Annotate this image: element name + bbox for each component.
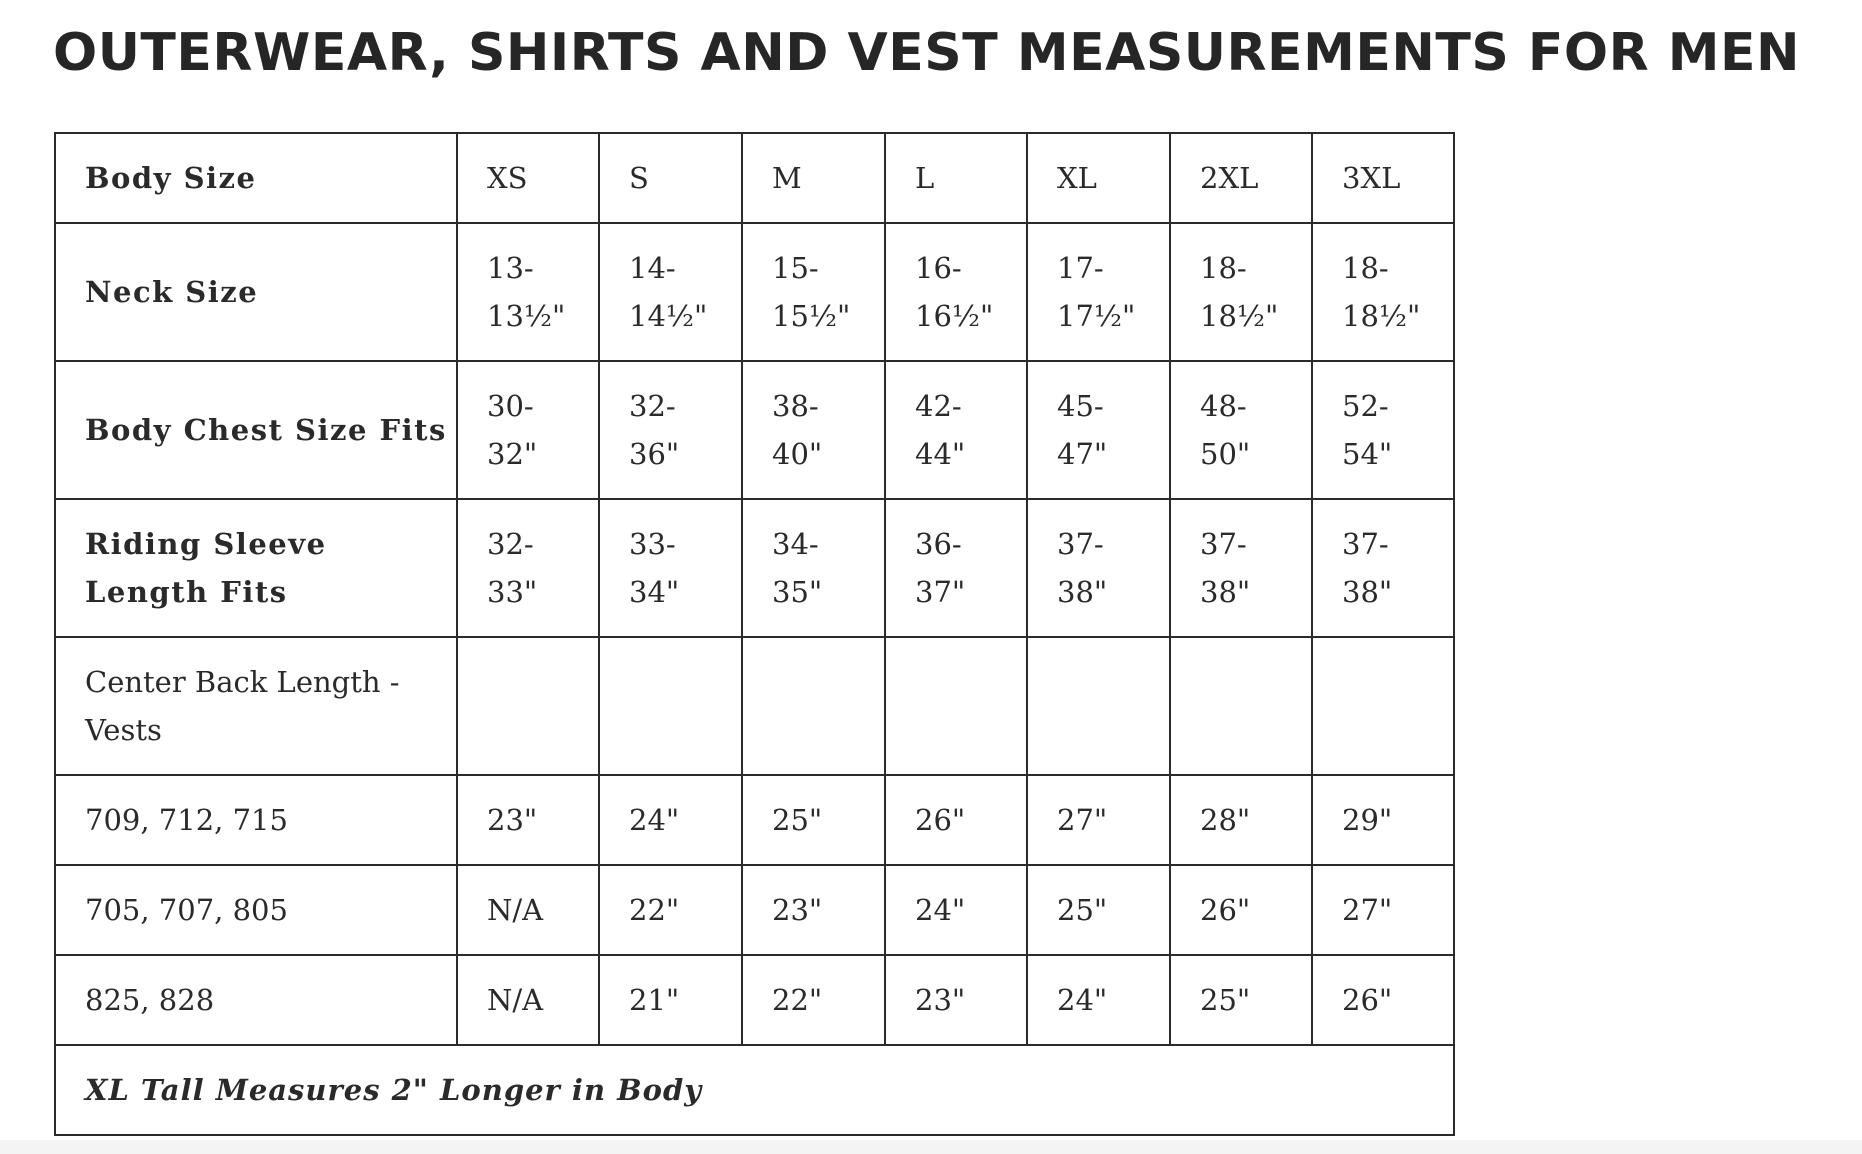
size-header-2xl: 2XL <box>1170 133 1312 223</box>
measurement-value: 37- <box>1342 527 1389 561</box>
measurement-cell <box>457 637 599 775</box>
header-row <box>55 133 1454 223</box>
size-header-s: S <box>599 133 742 223</box>
measurement-value: 18½" <box>1342 299 1421 333</box>
row-label: Riding Sleeve Length Fits <box>55 499 457 637</box>
measurement-value: 32- <box>487 527 534 561</box>
measurement-cell <box>1027 865 1170 955</box>
measurement-value: 16- <box>915 251 962 285</box>
measurement-value: 15½" <box>772 299 851 333</box>
measurement-value: 37- <box>1200 527 1247 561</box>
measurement-value: 28" <box>1200 803 1251 837</box>
measurement-cell <box>599 865 742 955</box>
header-label: Body Size <box>55 133 457 223</box>
row-label: 709, 712, 715 <box>55 775 457 865</box>
measurement-cell <box>885 775 1027 865</box>
measurement-value: 32- <box>629 389 676 423</box>
bottom-edge <box>0 1140 1862 1154</box>
measurement-cell <box>742 865 885 955</box>
measurement-cell <box>457 361 599 499</box>
measurement-value: 33- <box>629 527 676 561</box>
measurement-cell <box>457 499 599 637</box>
measurement-value: 35" <box>772 575 823 609</box>
measurement-value: 14- <box>629 251 676 285</box>
row-label: Body Chest Size Fits <box>55 361 457 499</box>
measurement-cell <box>457 775 599 865</box>
measurement-value: 23" <box>487 803 538 837</box>
measurement-value: N/A <box>487 983 544 1017</box>
measurement-value: 17- <box>1057 251 1104 285</box>
measurement-cell <box>599 361 742 499</box>
measurement-value: 54" <box>1342 437 1393 471</box>
measurement-value: 23" <box>915 983 966 1017</box>
measurement-cell <box>1312 865 1454 955</box>
measurement-cell <box>742 955 885 1045</box>
row-label: Neck Size <box>55 223 457 361</box>
measurement-cell <box>1170 865 1312 955</box>
measurement-value: 23" <box>772 893 823 927</box>
row-label: Center Back Length - Vests <box>55 637 457 775</box>
measurement-value: 24" <box>629 803 680 837</box>
measurement-value: 26" <box>1342 983 1393 1017</box>
measurement-value: 14½" <box>629 299 708 333</box>
row-label: 705, 707, 805 <box>55 865 457 955</box>
measurement-value: 25" <box>772 803 823 837</box>
measurement-value: 30- <box>487 389 534 423</box>
measurement-value: 27" <box>1342 893 1393 927</box>
measurement-value: 34- <box>772 527 819 561</box>
measurement-cell <box>1027 499 1170 637</box>
size-header-xl: XL <box>1027 133 1170 223</box>
measurement-cell <box>599 637 742 775</box>
measurement-value: 38" <box>1342 575 1393 609</box>
measurement-cell <box>1170 361 1312 499</box>
measurement-cell <box>1312 499 1454 637</box>
measurement-value: 47" <box>1057 437 1108 471</box>
measurement-cell <box>1170 775 1312 865</box>
note-row <box>55 1045 1454 1135</box>
measurement-cell <box>742 223 885 361</box>
measurement-value: 37- <box>1057 527 1104 561</box>
measurement-value: 52- <box>1342 389 1389 423</box>
measurement-value: 40" <box>772 437 823 471</box>
size-chart-table <box>54 132 1455 1136</box>
measurement-cell <box>885 955 1027 1045</box>
measurement-cell <box>1027 775 1170 865</box>
measurement-cell <box>742 499 885 637</box>
measurement-value: 38" <box>1200 575 1251 609</box>
measurement-cell <box>1027 637 1170 775</box>
measurement-value: 26" <box>915 803 966 837</box>
table-note: XL Tall Measures 2" Longer in Body <box>55 1045 1454 1135</box>
measurement-value: 36- <box>915 527 962 561</box>
table-row <box>55 637 1454 775</box>
measurement-value: 16½" <box>915 299 994 333</box>
table-row <box>55 361 1454 499</box>
measurement-cell <box>1027 361 1170 499</box>
measurement-value: 21" <box>629 983 680 1017</box>
measurement-value: 15- <box>772 251 819 285</box>
measurement-cell <box>1170 223 1312 361</box>
measurement-cell <box>1027 223 1170 361</box>
measurement-cell <box>742 775 885 865</box>
table-row <box>55 955 1454 1045</box>
measurement-value: 27" <box>1057 803 1108 837</box>
measurement-cell <box>457 865 599 955</box>
measurement-value: N/A <box>487 893 544 927</box>
measurement-cell <box>885 865 1027 955</box>
measurement-cell <box>1170 637 1312 775</box>
measurement-cell <box>1170 955 1312 1045</box>
measurement-value: 24" <box>1057 983 1108 1017</box>
measurement-value: 50" <box>1200 437 1251 471</box>
measurement-value: 18½" <box>1200 299 1279 333</box>
measurement-value: 22" <box>629 893 680 927</box>
size-header-3xl: 3XL <box>1312 133 1454 223</box>
measurement-value: 18- <box>1200 251 1247 285</box>
measurement-cell <box>599 499 742 637</box>
measurement-cell <box>885 361 1027 499</box>
measurement-value: 13- <box>487 251 534 285</box>
table-row <box>55 775 1454 865</box>
measurement-cell <box>1312 361 1454 499</box>
size-header-m: M <box>742 133 885 223</box>
measurement-value: 26" <box>1200 893 1251 927</box>
measurement-cell <box>1312 775 1454 865</box>
measurement-value: 45- <box>1057 389 1104 423</box>
measurement-value: 29" <box>1342 803 1393 837</box>
measurement-value: 42- <box>915 389 962 423</box>
measurement-value: 25" <box>1200 983 1251 1017</box>
measurement-cell <box>1312 223 1454 361</box>
measurement-cell <box>1312 637 1454 775</box>
size-header-l: L <box>885 133 1027 223</box>
measurement-cell <box>1170 499 1312 637</box>
measurement-cell <box>599 775 742 865</box>
measurement-cell <box>742 361 885 499</box>
measurement-cell <box>885 637 1027 775</box>
measurement-cell <box>599 223 742 361</box>
measurement-value: 36" <box>629 437 680 471</box>
measurement-value: 48- <box>1200 389 1247 423</box>
table-row <box>55 865 1454 955</box>
size-header-xs: XS <box>457 133 599 223</box>
page-title: OUTERWEAR, SHIRTS AND VEST MEASUREMENTS FOR MEN <box>53 23 1801 83</box>
measurement-value: 38" <box>1057 575 1108 609</box>
measurement-value: 24" <box>915 893 966 927</box>
measurement-value: 38- <box>772 389 819 423</box>
measurement-value: 37" <box>915 575 966 609</box>
measurement-cell <box>1312 955 1454 1045</box>
measurement-cell <box>885 223 1027 361</box>
measurement-cell <box>742 637 885 775</box>
measurement-value: 22" <box>772 983 823 1017</box>
measurement-cell <box>599 955 742 1045</box>
measurement-value: 32" <box>487 437 538 471</box>
table-row <box>55 223 1454 361</box>
measurement-cell <box>457 223 599 361</box>
measurement-value: 33" <box>487 575 538 609</box>
measurement-value: 18- <box>1342 251 1389 285</box>
measurement-value: 13½" <box>487 299 566 333</box>
measurement-value: 17½" <box>1057 299 1136 333</box>
row-label: 825, 828 <box>55 955 457 1045</box>
measurement-value: 44" <box>915 437 966 471</box>
measurement-cell <box>457 955 599 1045</box>
table-row <box>55 499 1454 637</box>
measurement-value: 25" <box>1057 893 1108 927</box>
measurement-cell <box>1027 955 1170 1045</box>
measurement-value: 34" <box>629 575 680 609</box>
measurement-cell <box>885 499 1027 637</box>
